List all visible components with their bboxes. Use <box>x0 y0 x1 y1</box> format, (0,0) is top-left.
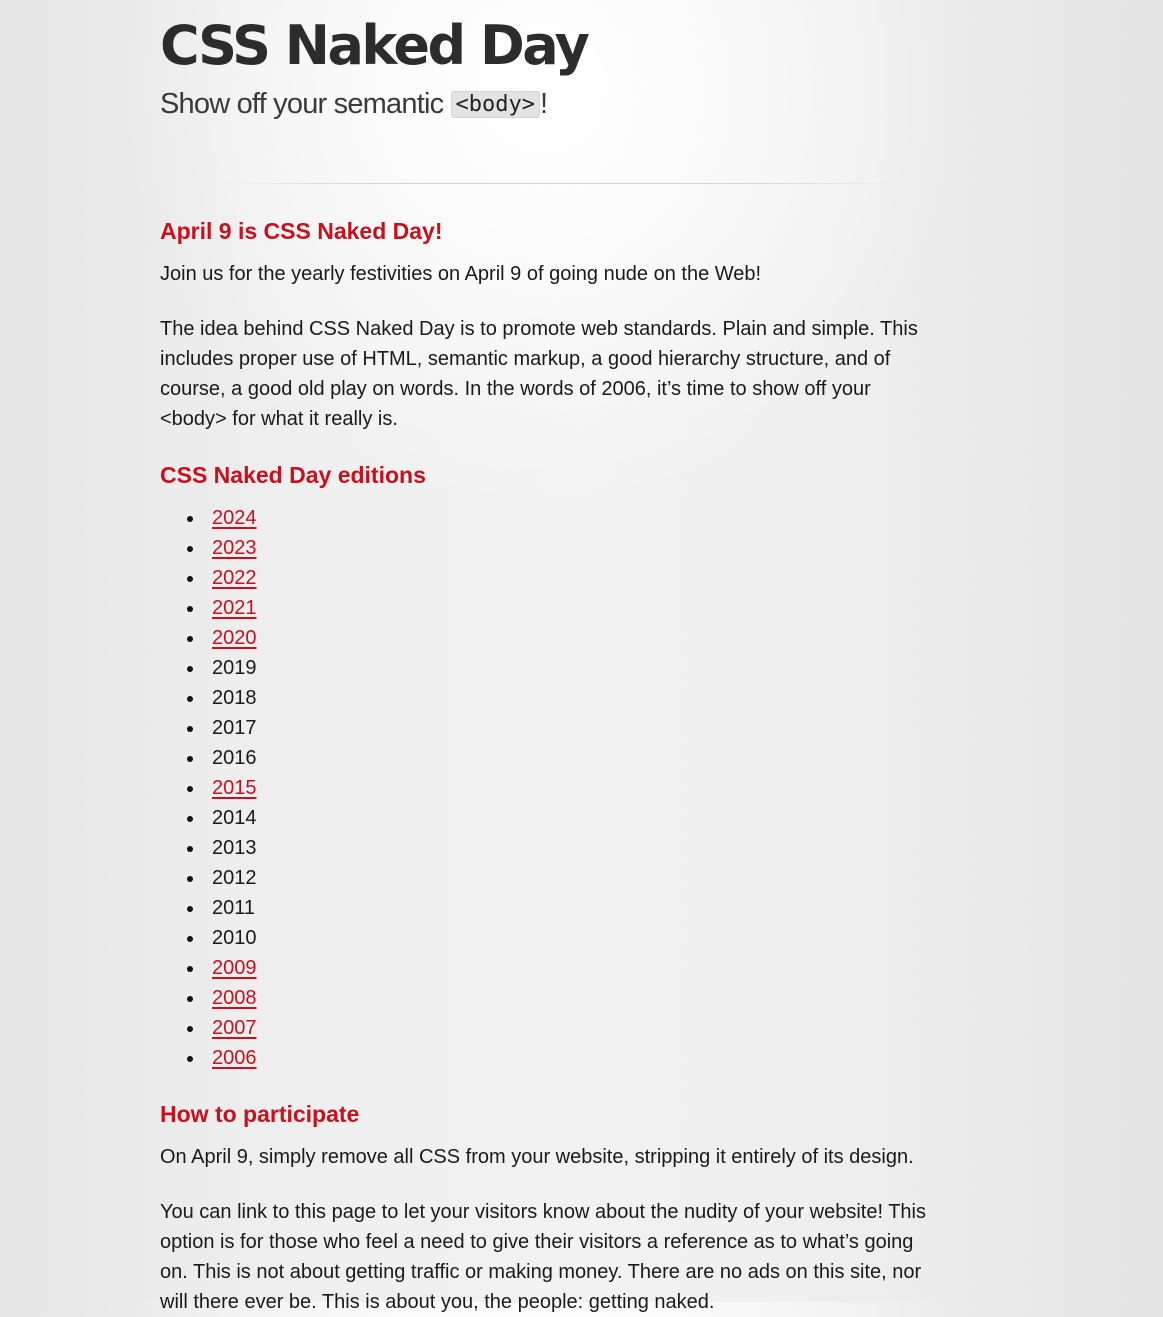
bullet-icon <box>187 816 193 822</box>
bullet-icon <box>187 726 193 732</box>
edition-link-2006[interactable]: 2006 <box>212 1047 257 1069</box>
site-title: CSS Naked Day <box>160 14 588 77</box>
edition-year-2013: 2013 <box>212 837 257 859</box>
bullet-icon <box>187 906 193 912</box>
bullet-icon <box>187 666 193 672</box>
edition-link-2022[interactable]: 2022 <box>212 567 257 589</box>
editions-list <box>160 503 257 1073</box>
edition-item-2007 <box>160 1013 257 1043</box>
bullet-icon <box>187 876 193 882</box>
edition-year-2010: 2010 <box>212 927 257 949</box>
intro-heading: April 9 is CSS Naked Day! <box>160 218 443 244</box>
edition-item-2008 <box>160 983 257 1013</box>
participate-paragraph-1: On April 9, simply remove all CSS from your website, stripping it entirely of its design. <box>160 1146 914 1168</box>
edition-item-2019 <box>160 653 257 683</box>
edition-item-2023 <box>160 533 257 563</box>
participate-heading: How to participate <box>160 1101 360 1127</box>
edition-item-2006 <box>160 1043 257 1073</box>
participate-paragraph-2: You can link to this page to let your visitors know about the nudity of your website! This option is for those who feel a need to give their visitors a reference as to what’s going on. This is not about getting traffic or making money. There are no ads on this site, nor will there ever be. This is about you, the people: getting naked. <box>160 1201 926 1313</box>
bullet-icon <box>187 1056 193 1062</box>
header-divider <box>220 183 900 184</box>
bullet-icon <box>187 516 193 522</box>
tagline-text: Show off your semantic <box>160 88 451 120</box>
edition-year-2014: 2014 <box>212 807 257 829</box>
bullet-icon <box>187 786 193 792</box>
edition-year-2011: 2011 <box>212 897 256 919</box>
edition-item-2009 <box>160 953 257 983</box>
bullet-icon <box>187 606 193 612</box>
edition-link-2020[interactable]: 2020 <box>212 627 257 649</box>
edition-link-2021[interactable]: 2021 <box>212 597 257 619</box>
tagline-body-code: <body> <box>451 91 540 118</box>
edition-link-2008[interactable]: 2008 <box>212 987 257 1009</box>
edition-link-2007[interactable]: 2007 <box>212 1017 257 1039</box>
intro-paragraph-2: The idea behind CSS Naked Day is to promote web standards. Plain and simple. This includes proper use of HTML, semantic markup, a good hierarchy structure, and of course, a good old play on words. In the words of 2006, it’s time to show off your <body> for what it really is. <box>160 318 918 430</box>
edition-item-2015 <box>160 773 257 803</box>
edition-item-2022 <box>160 563 257 593</box>
edition-item-2010 <box>160 923 257 953</box>
bullet-icon <box>187 1026 193 1032</box>
bullet-icon <box>187 936 193 942</box>
edition-item-2020 <box>160 623 257 653</box>
edition-link-2023[interactable]: 2023 <box>212 537 257 559</box>
intro-paragraph-1: Join us for the yearly festivities on April 9 of going nude on the Web! <box>160 263 762 285</box>
bullet-icon <box>187 846 193 852</box>
edition-link-2009[interactable]: 2009 <box>212 957 257 979</box>
edition-item-2014 <box>160 803 257 833</box>
edition-item-2011 <box>160 893 257 923</box>
tagline-exclamation: ! <box>540 88 548 120</box>
edition-year-2018: 2018 <box>212 687 257 709</box>
edition-year-2019: 2019 <box>212 657 257 679</box>
bullet-icon <box>187 576 193 582</box>
edition-item-2024 <box>160 503 257 533</box>
bullet-icon <box>187 756 193 762</box>
edition-item-2013 <box>160 833 257 863</box>
edition-item-2017 <box>160 713 257 743</box>
bullet-icon <box>187 636 193 642</box>
bullet-icon <box>187 966 193 972</box>
bullet-icon <box>187 996 193 1002</box>
edition-year-2017: 2017 <box>212 717 257 739</box>
bullet-icon <box>187 546 193 552</box>
edition-item-2012 <box>160 863 257 893</box>
edition-link-2015[interactable]: 2015 <box>212 777 257 799</box>
edition-link-2024[interactable]: 2024 <box>212 507 257 529</box>
edition-item-2021 <box>160 593 257 623</box>
bullet-icon <box>187 696 193 702</box>
edition-year-2012: 2012 <box>212 867 257 889</box>
edition-item-2016 <box>160 743 257 773</box>
edition-item-2018 <box>160 683 257 713</box>
editions-heading: CSS Naked Day editions <box>160 462 426 488</box>
edition-year-2016: 2016 <box>212 747 257 769</box>
site-tagline <box>160 86 547 123</box>
